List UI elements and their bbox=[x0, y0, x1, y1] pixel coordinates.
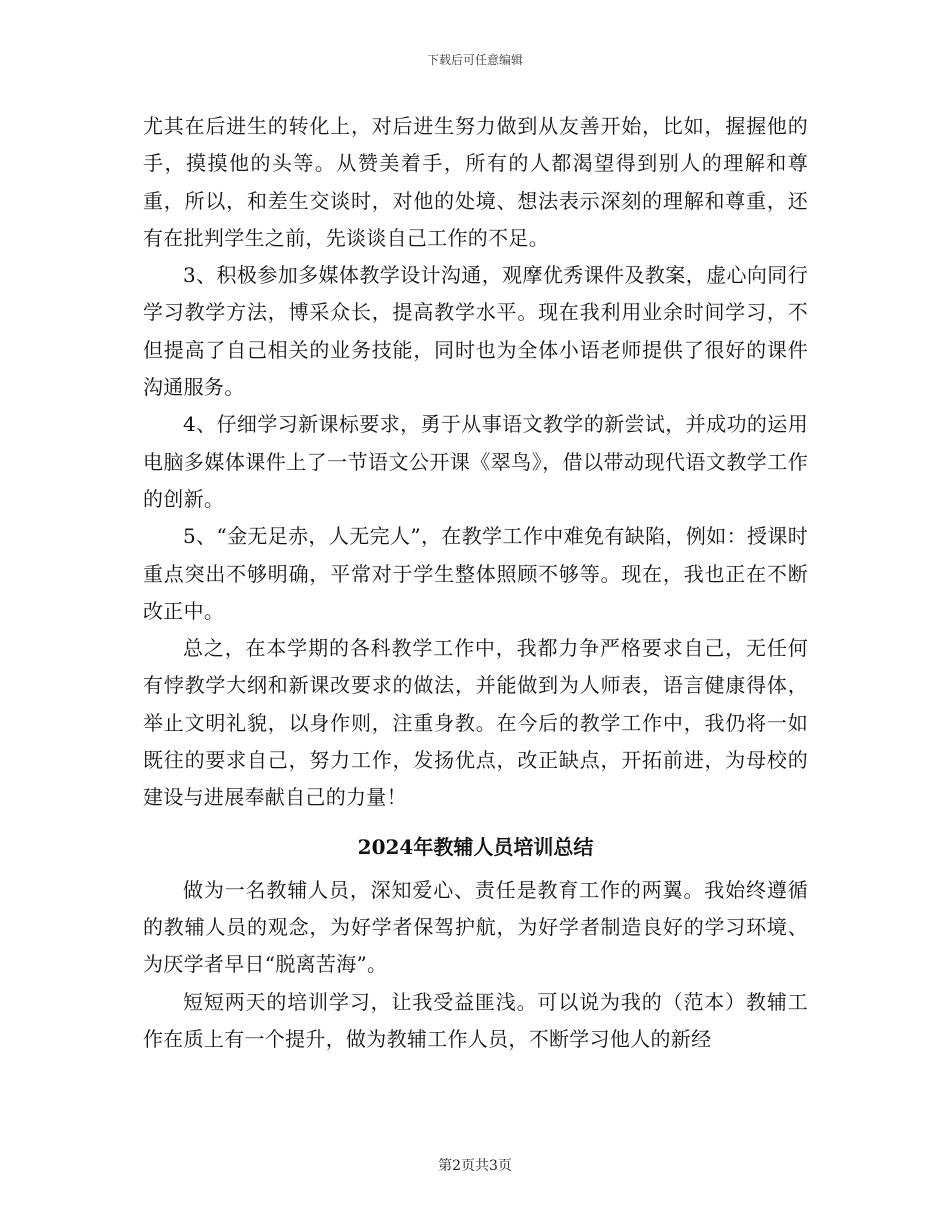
paragraph: 5、“金无足赤，人无完人”，在教学工作中难免有缺陷，例如：授课时重点突出不够明确，平常对于学生整体照顾不够等。现在，我也正在不断改正中。 bbox=[143, 524, 808, 623]
paragraph: 4、仔细学习新课标要求，勇于从事语文教学的新尝试，并成功的运用电脑多媒体课件上了一节语文公开课《翠鸟》，借以带动现代语文教学工作的创新。 bbox=[143, 412, 808, 511]
paragraph: 做为一名教辅人员，深知爱心、责任是教育工作的两翼。我始终遵循的教辅人员的观念，为好学者保驾护航，为好学者制造良好的学习环境、为厌学者早日“脱离苦海”。 bbox=[143, 877, 808, 977]
section-title: 2024年教辅人员培训总结 bbox=[357, 834, 594, 859]
paragraph: 3、积极参加多媒体教学设计沟通，观摩优秀课件及教案，虚心向同行学习教学方法，博采众长，提高教学水平。现在我利用业余时间学习，不但提高了自己相关的业务技能，同时也为全体小语老师提供了很好的课件沟通服务。 bbox=[143, 263, 808, 400]
paragraph: 尤其在后进生的转化上，对后进生努力做到从友善开始，比如，握握他的手，摸摸他的头等。从赞美着手，所有的人都渴望得到别人的理解和尊重，所以，和差生交谈时，对他的处境、想法表示深刻的理解和尊重，还有在批判学生之前，先谈谈自己工作的不足。 bbox=[143, 114, 808, 250]
document-body bbox=[143, 108, 808, 1058]
paragraph: 总之，在本学期的各科教学工作中，我都力争严格要求自己，无任何有悖教学大纲和新课改要求的做法，并能做到为人师表，语言健康得体，举止文明礼貌，以身作则，注重身教。在今后的教学工作中，我仍将一如既往的要求自己，努力工作，发扬优点，改正缺点，开拓前进，为母校的建设与进展奉献自己的力量！ bbox=[143, 636, 808, 810]
page-number: 第2页共3页 bbox=[438, 1158, 512, 1174]
paragraph: 短短两天的培训学习，让我受益匪浅。可以说为我的（范本）教辅工作在质上有一个提升，做为教辅工作人员，不断学习他人的新经 bbox=[143, 989, 808, 1051]
page-header: 下载后可任意编辑 bbox=[426, 53, 523, 67]
